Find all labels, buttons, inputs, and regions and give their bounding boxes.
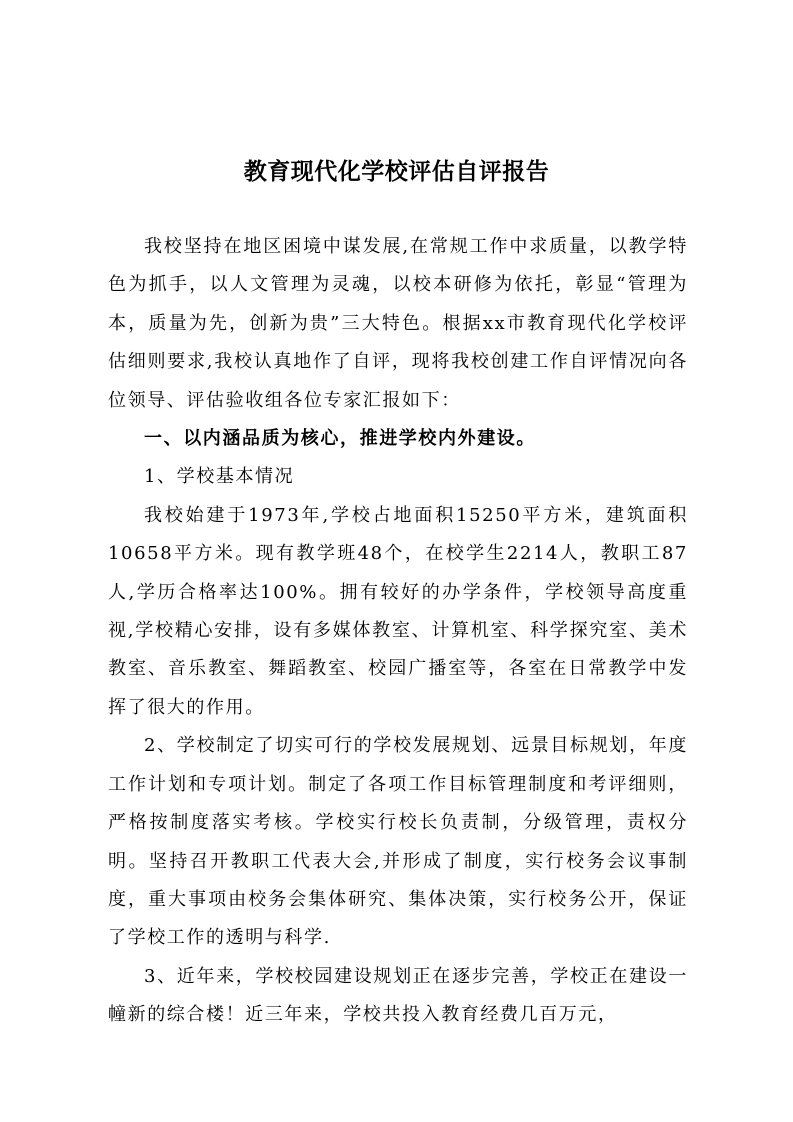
paragraph-campus-construction: 3、近年来，学校校园建设规划正在逐步完善，学校正在建设一幢新的综合楼！近三年来，学校共投入教育经费几百万元，	[108, 965, 688, 1026]
subsection-heading: 1、学校基本情况	[144, 466, 295, 488]
section-heading: 一、以内涵品质为核心，推进学校内外建设。	[144, 428, 536, 450]
paragraph-intro: 我校坚持在地区困境中谋发展,在常规工作中求质量，以教学特色为抓手，以人文管理为灵魂，以校本研修为依托，彰显“管理为本，质量为先，创新为贵”三大特色。根据xx市教育现代化学校评估细则要求,我校认真地作了自评，现将我校创建工作自评情况向各位领导、评估验收组各位专家汇报如下：	[108, 236, 688, 411]
paragraph-basic-info: 我校始建于1973年,学校占地面积15250平方米，建筑面积10658平方米。现有教学班48个，在校学生2214人，教职工87人,学历合格率达100%。拥有较好的办学条件，学校领导高度重视,学校精心安排，设有多媒体教室、计算机室、科学探究室、美术教室、音乐教室、舞蹈教室、校园广播室等，各室在日常教学中发挥了很大的作用。	[108, 504, 688, 718]
document-body	[108, 228, 688, 1035]
paragraph-planning: 2、学校制定了切实可行的学校发展规划、远景目标规划，年度工作计划和专项计划。制定了各项工作目标管理制度和考评细则，严格按制度落实考核。学校实行校长负责制，分级管理，责权分明。坚持召开教职工代表大会,并形成了制度，实行校务会议事制度，重大事项由校务会集体研究、集体决策，实行校务公开，保证了学校工作的透明与科学.	[108, 735, 688, 949]
document-title: 教育现代化学校评估自评报告	[243, 158, 550, 185]
